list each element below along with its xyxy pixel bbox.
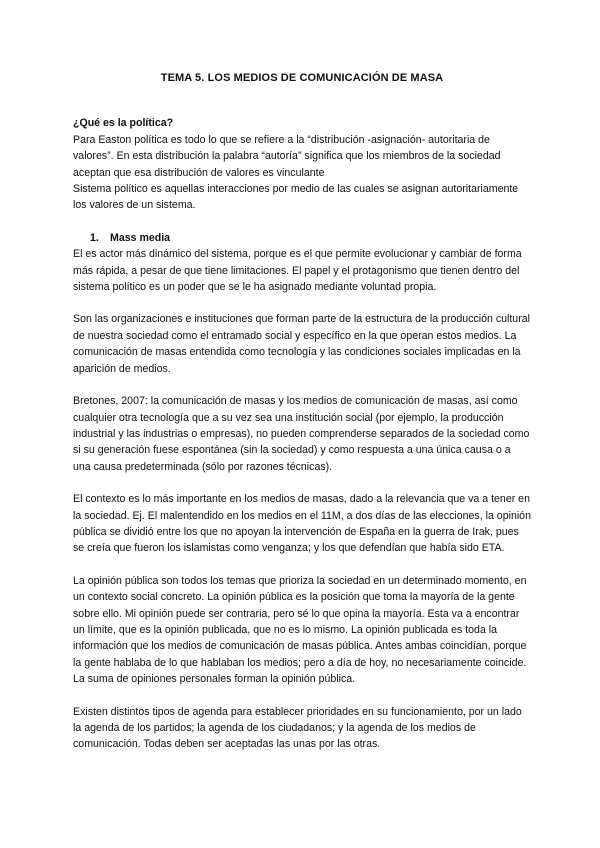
body-paragraph: Son las organizaciones e instituciones que forman parte de la estructura de la producción cultural de nuestra sociedad como el entramado social y específico en la que operan estos medios. La comunicación de masas entendida como tecnología y las condiciones sociales implicadas en la aparición de medios.	[73, 313, 530, 375]
section-title: Mass media	[110, 231, 171, 244]
body-paragraph: Bretones, 2007: la comunicación de masas y los medios de comunicación de masas, así como cualquier otra tecnología que a su vez sea una institución social (por ejemplo, la producción industrial y las industrias o empresas), no pueden comprenderse separados de la sociedad como si su generación fuese espontánea (sin la sociedad) y como respuesta a una única causa o a una causa predeterminada (sólo por razones técnicas).	[73, 395, 530, 473]
body-paragraph: El es actor más dinámico del sistema, porque es el que permite evolucionar y cambiar de forma más rápida, a pesar de que tiene limitaciones. El papel y el protagonismo que tienen dentro del sistema político es un poder que se le ha asignado mediante voluntad propia.	[73, 248, 522, 294]
body-paragraph: La opinión pública son todos los temas que prioriza la sociedad en un determinado momento, en un contexto social concreto. La opinión pública es la posición que toma la mayoría de la gente sobre ello. Mi opinión puede ser contraria, pero sé lo que opina la mayoría. Esta va a encontrar un límite, que es la opinión publicada, que no es lo mismo. La opinión publicada es toda la información que los medios de comunicación de masas pública. Antes ambas coincidían, porque la gente hablaba de lo que hablaban los medios; pero a día de hoy, no necesariamente coincide. La suma de opiniones personales forman la opinión pública.	[73, 574, 527, 686]
document-page	[73, 70, 531, 769]
body-paragraph: El contexto es lo más importante en los medios de masas, dado a la relevancia que va a tener en la sociedad. Ej. El malentendido en los medios en el 11M, a dos días de las elecciones, la opinión pública se dividió entre los que no apoyan la intervención de España en la guerra de Irak, pues se creía que fueron los islamistas como venganza; y los que defendían que había sido ETA.	[73, 493, 531, 555]
section-heading	[73, 230, 531, 246]
body-paragraph: Existen distintos tipos de agenda para establecer prioridades en su funcionamiento, por un lado la agenda de los partidos; la agenda de los ciudadanos; y la agenda de los medios de comunicación. Todas deben ser aceptadas las unas por las otras.	[73, 705, 522, 751]
section-number: 1.	[90, 231, 99, 244]
intro-heading: ¿Qué es la política?	[73, 117, 174, 130]
intro-paragraph: Para Easton política es todo lo que se refiere a la “distribución -asignación- autoritaria de valores”. En esta distribución la palabra “autoría” significa que los miembros de la sociedad aceptan que esa distribución de valores es vinculante	[73, 133, 501, 179]
document-title: TEMA 5. LOS MEDIOS DE COMUNICACIÓN DE MASA	[160, 72, 444, 84]
intro-paragraph: Sistema político es aquellas interacciones por medio de las cuales se asignan autoritariamente los valores de un sistema.	[73, 183, 519, 212]
